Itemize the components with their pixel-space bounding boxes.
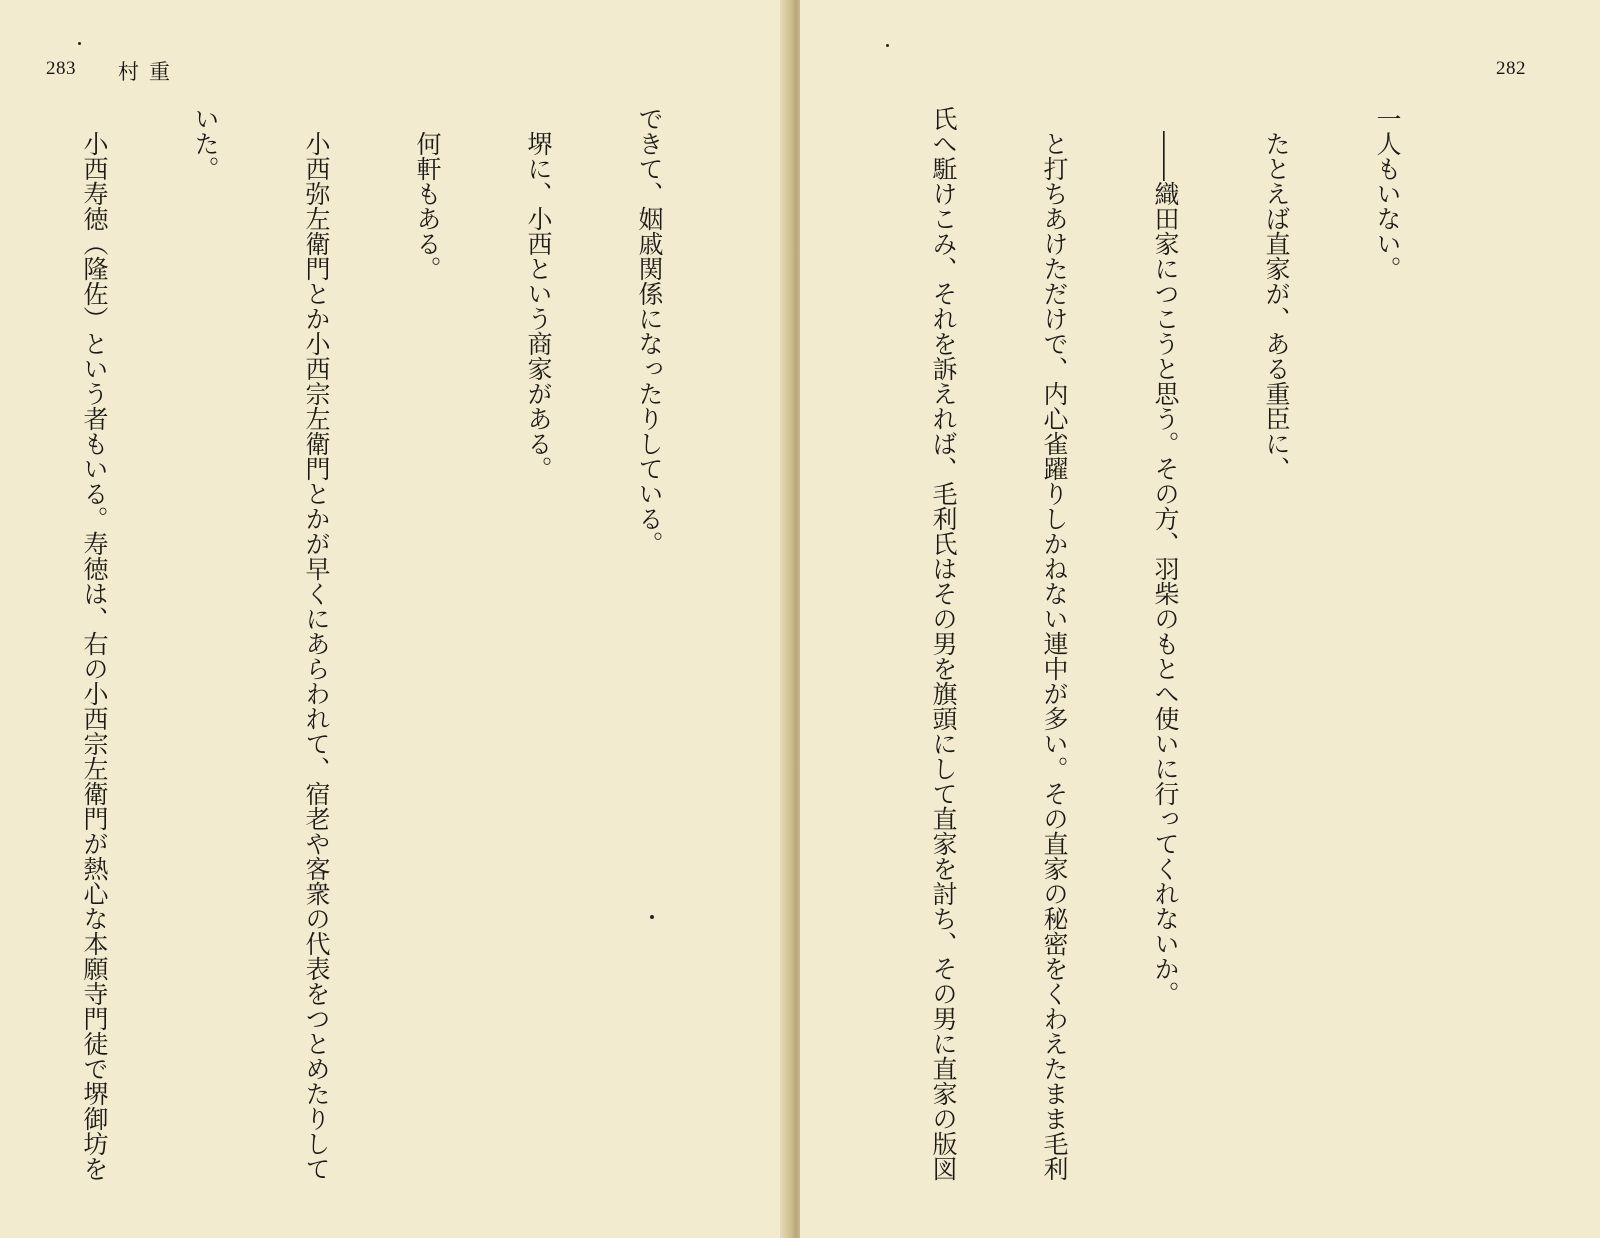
text-line: 何軒もある。 (413, 106, 442, 281)
text-line: 堺に、小西という商家がある。 (524, 106, 553, 481)
ink-speck (886, 44, 889, 47)
left-page-text (42, 106, 742, 1218)
right-page-number: 282 (1496, 58, 1526, 79)
text-line: できて、姻戚関係になったりしている。 (635, 106, 664, 556)
left-page-number: 283 (46, 58, 76, 79)
text-line: 一人もいない。 (1373, 106, 1402, 281)
text-line: たとえば直家が、ある重臣に、 (1262, 106, 1291, 481)
running-head: 村重 (118, 60, 180, 84)
ink-speck (650, 915, 654, 919)
ink-speck (78, 42, 81, 45)
left-page (0, 0, 790, 1238)
text-line: 小西寿徳（隆佐）という者もいる。寿徳は、右の小西宗左衛門が熱心な本願寺門徒で堺御坊を (80, 106, 109, 1181)
right-page-text (874, 106, 1480, 1218)
text-line: 小西弥左衛門とか小西宗左衛門とかが早くにあらわれて、宿老や客衆の代表をつとめたりして (302, 106, 331, 1181)
text-line: と打ちあけただけで、内心雀躍りしかねない連中が多い。その直家の秘密をくわえたまま毛利 (1040, 106, 1069, 1181)
text-line: いた。 (191, 106, 220, 181)
right-page (800, 0, 1600, 1238)
text-line: 氏へ駈けこみ、それを訴えれば、毛利氏はその男を旗頭にして直家を討ち、その男に直家の版図 (929, 106, 958, 1181)
text-line: ――織田家につこうと思う。その方、羽柴のもとへ使いに行ってくれないか。 (1151, 106, 1180, 1006)
